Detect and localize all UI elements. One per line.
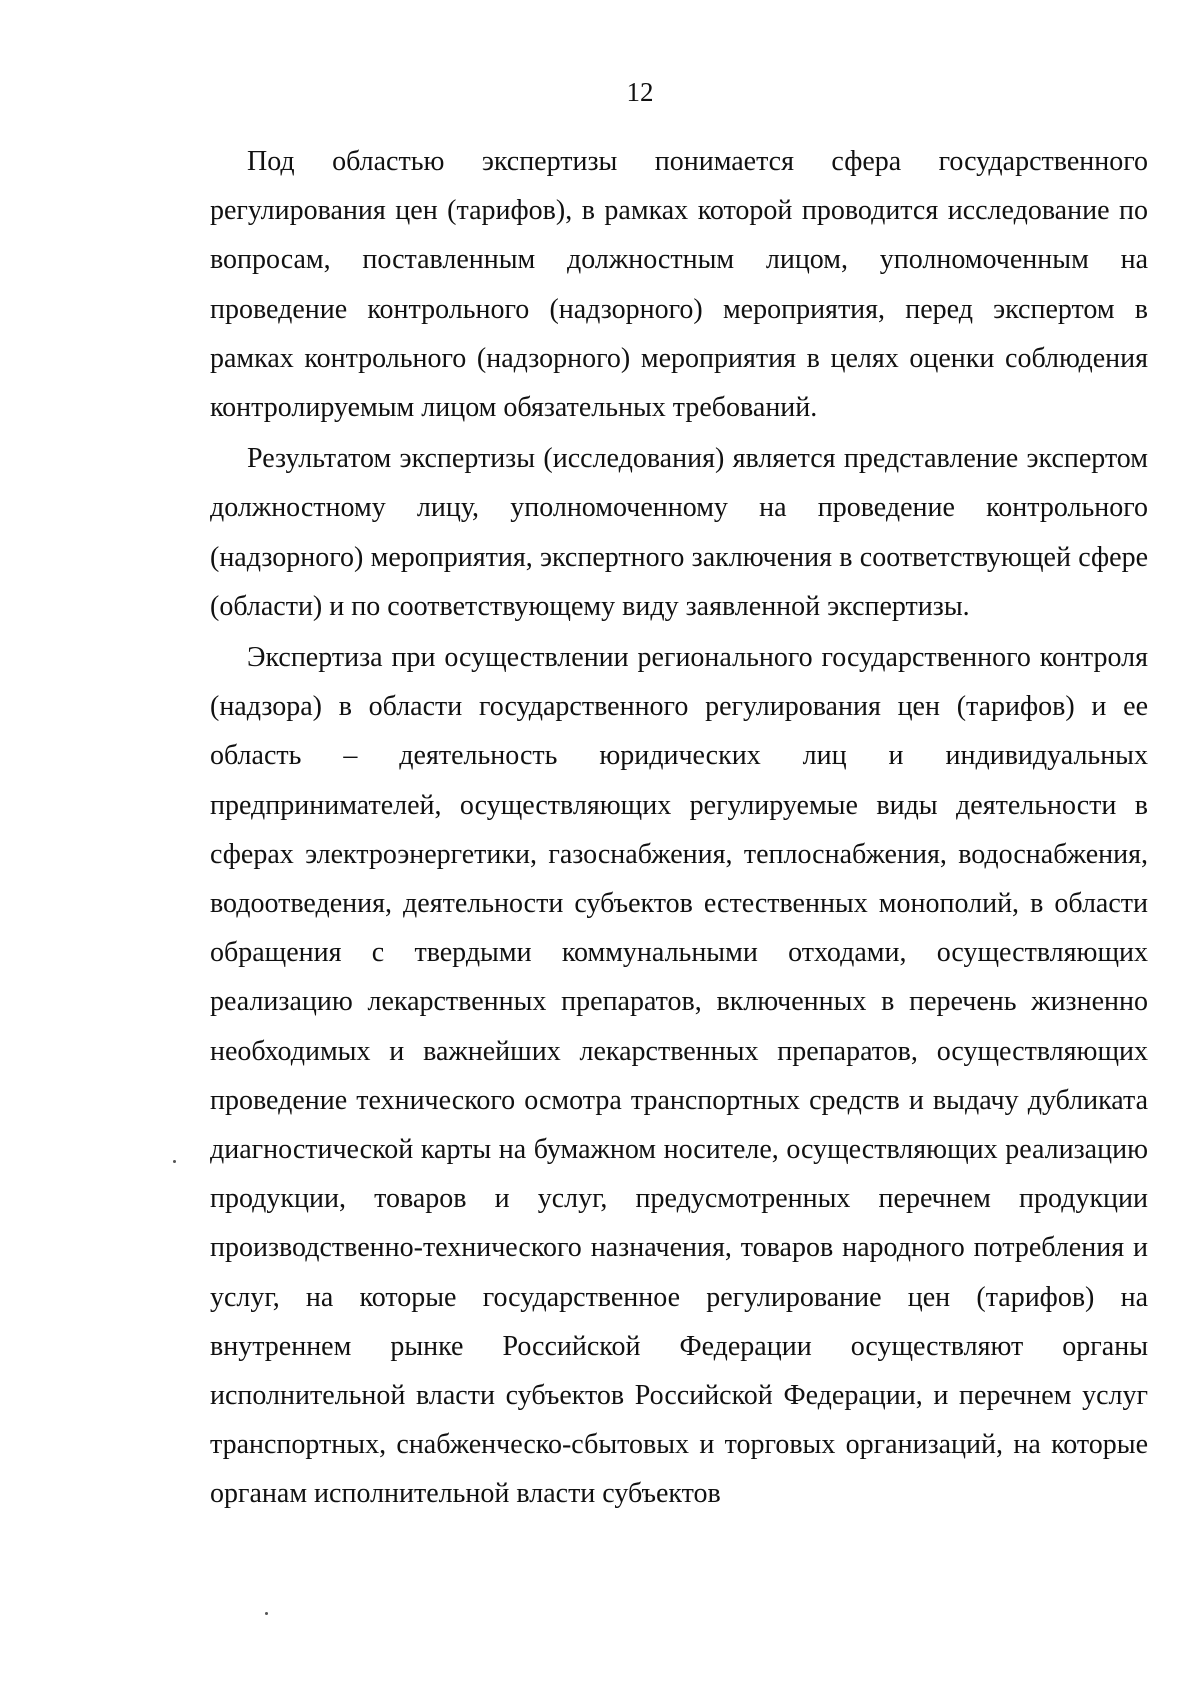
page-number: 12 bbox=[626, 77, 654, 107]
paragraph-expertise-area: Под областью экспертизы понимается сфера государственного регулирования цен (тарифов), в рамках которой проводится исследование по вопросам, поставленным должностным лицом, уполномоченным на проведение контрольного (надзорного) мероприятия, перед экспертом в рамках контрольного (надзорного) мероприятия в целях оценки соблюдения контролируемым лицом обязательных требований. bbox=[210, 146, 1148, 424]
document-body bbox=[210, 137, 1148, 1519]
scan-speck bbox=[173, 1160, 176, 1163]
paragraph-expertise-result: Результатом экспертизы (исследования) является представление экспертом должностному лицу, уполномоченному на проведение контрольного (надзорного) мероприятия, экспертного заключения в соответствующей сфере (области) и по соответствующему виду заявленной экспертизы. bbox=[210, 443, 1148, 622]
paragraph-expertise-scope: Экспертиза при осуществлении регионального государственного контроля (надзора) в области государственного регулирования цен (тарифов) и ее область – деятельность юридических лиц и индивидуальных предпринимателей, осуществляющих регулируемые виды деятельности в сферах электроэнергетики, газоснабжения, теплоснабжения, водоснабжения, водоотведения, деятельности субъектов естественных монополий, в области обращения с твердыми коммунальными отходами, осуществляющих реализацию лекарственных препаратов, включенных в перечень жизненно необходимых и важнейших лекарственных препаратов, осуществляющих проведение технического осмотра транспортных средств и выдачу дубликата диагностической карты на бумажном носителе, осуществляющих реализацию продукции, товаров и услуг, предусмотренных перечнем продукции производственно-технического назначения, товаров народного потребления и услуг, на которые государственное регулирование цен (тарифов) на внутреннем рынке Российской Федерации осуществляют органы исполнительной власти субъектов Российской Федерации, и перечнем услуг транспортных, снабженческо-сбытовых и торговых организаций, на которые органам исполнительной власти субъектов bbox=[210, 642, 1148, 1510]
scan-speck bbox=[265, 1612, 268, 1615]
